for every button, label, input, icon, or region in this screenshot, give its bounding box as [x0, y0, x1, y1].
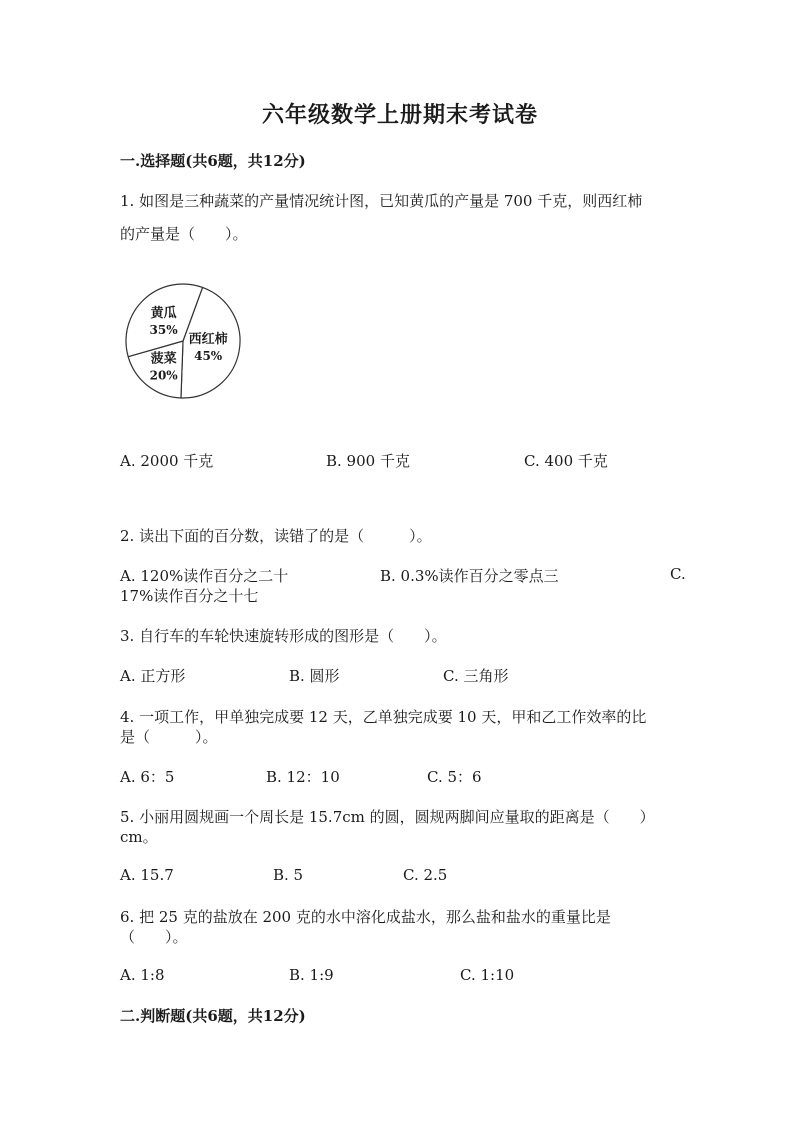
question-2-option-c[interactable]: C. [670, 565, 686, 583]
question-1-option-b[interactable]: B. 900 千克 [326, 452, 410, 470]
question-1-option-a[interactable]: A. 2000 千克 [120, 452, 214, 470]
question-3-option-c[interactable]: C. 三角形 [443, 667, 509, 685]
question-5-option-b[interactable]: B. 5 [273, 866, 304, 884]
question-4-text-cont: 是（ ）。 [120, 728, 218, 746]
pie-value-cucumber: 35% [149, 323, 178, 338]
pie-label-tomato: 西红柿 [188, 331, 228, 347]
question-5-text: 5. 小丽用圆规画一个周长是 15.7cm 的圆，圆规两脚间应量取的距离是（ ） [120, 808, 655, 826]
page-title: 六年级数学上册期末考试卷 [261, 102, 538, 128]
question-3-option-a[interactable]: A. 正方形 [120, 667, 186, 685]
question-6-option-a[interactable]: A. 1:8 [120, 966, 165, 984]
question-6-option-c[interactable]: C. 1:10 [460, 966, 515, 984]
question-3-text: 3. 自行车的车轮快速旋转形成的图形是（ ）。 [120, 627, 447, 645]
question-6-text: 6. 把 25 克的盐放在 200 克的水中溶化成盐水，那么盐和盐水的重量比是 [120, 908, 611, 926]
question-1-option-c[interactable]: C. 400 千克 [524, 452, 608, 470]
vegetable-pie-chart [118, 278, 248, 408]
question-1-text: 1. 如图是三种蔬菜的产量情况统计图，已知黄瓜的产量是 700 千克，则西红柿 [120, 192, 643, 210]
pie-value-tomato: 45% [194, 348, 223, 363]
section-heading-choice: 一.选择题(共6题，共12分) [120, 152, 306, 170]
question-3-option-b[interactable]: B. 圆形 [289, 667, 340, 685]
question-2-text: 2. 读出下面的百分数，读错了的是（ ）。 [120, 527, 432, 545]
question-5-option-c[interactable]: C. 2.5 [403, 866, 448, 884]
question-4-text: 4. 一项工作，甲单独完成要 12 天，乙单独完成要 10 天，甲和乙工作效率的比 [120, 708, 647, 726]
question-1-text-cont: 的产量是（ ）。 [120, 225, 248, 243]
question-4-option-a[interactable]: A. 6：5 [120, 768, 175, 786]
pie-label-cucumber: 黄瓜 [150, 306, 177, 322]
question-6-text-cont: （ ）。 [120, 928, 188, 946]
question-5-text-cont: cm。 [120, 828, 158, 846]
question-2-option-b[interactable]: B. 0.3%读作百分之零点三 [380, 567, 559, 585]
question-2-option-c-text[interactable]: 17%读作百分之十七 [120, 587, 259, 605]
question-5-option-a[interactable]: A. 15.7 [120, 866, 174, 884]
section-heading-judgement: 二.判断题(共6题，共12分) [120, 1007, 306, 1025]
question-4-option-b[interactable]: B. 12：10 [266, 768, 340, 786]
question-4-option-c[interactable]: C. 5：6 [427, 768, 482, 786]
question-6-option-b[interactable]: B. 1:9 [289, 966, 334, 984]
pie-value-spinach: 20% [149, 368, 178, 383]
pie-label-spinach: 菠菜 [150, 351, 177, 367]
question-2-option-a[interactable]: A. 120%读作百分之二十 [120, 567, 289, 585]
